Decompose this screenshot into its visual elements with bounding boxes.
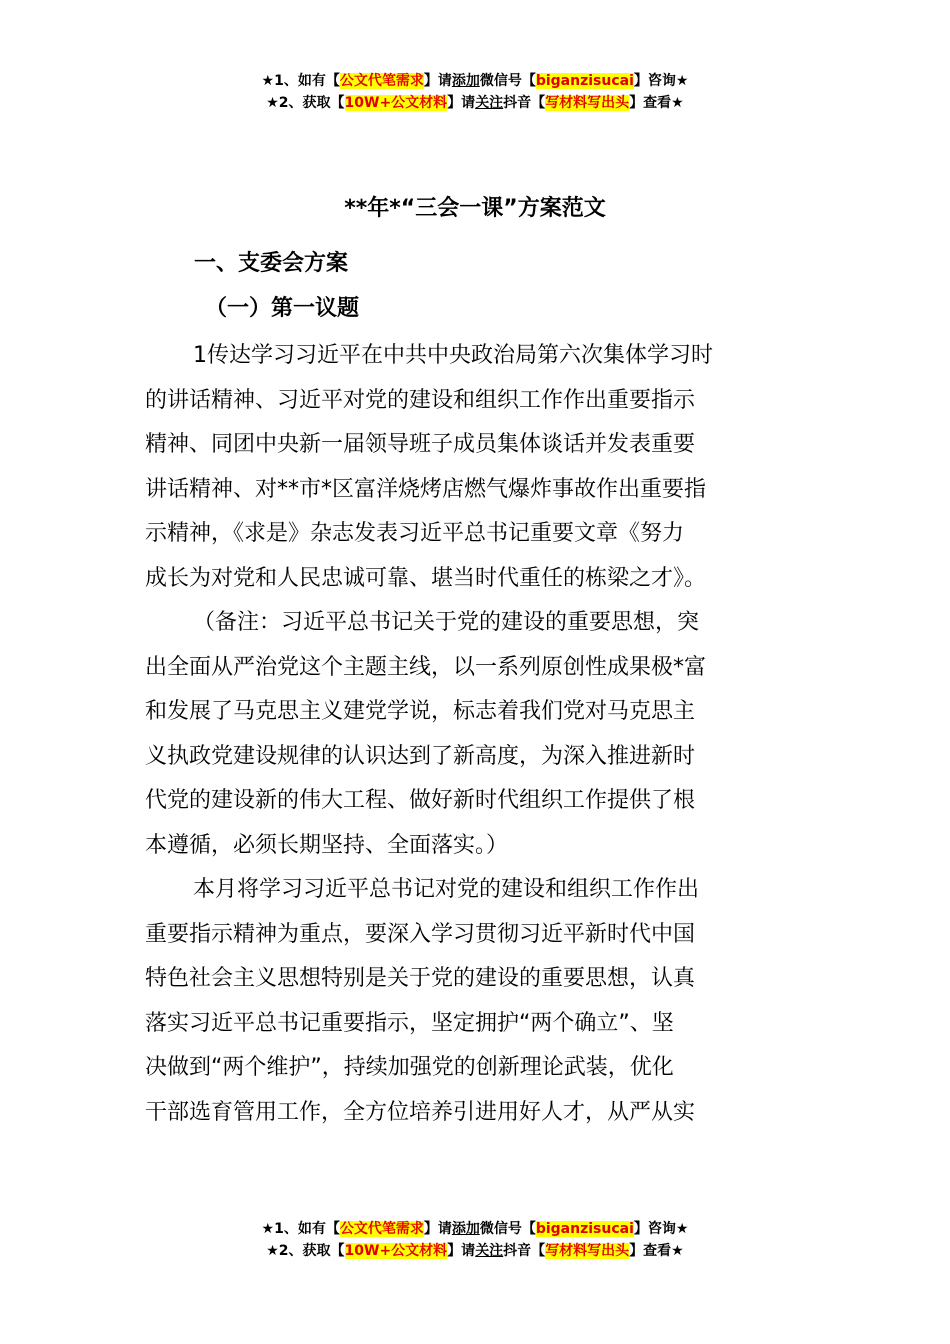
banner-text: ★1、如有【 [261,73,340,89]
footer-banner [0,1218,950,1262]
text-line: 的讲话精神、习近平对党的建设和组织工作作出重要指示 [145,387,696,413]
banner-text: 】请 [423,1221,452,1237]
text-line: 义执政党建设规律的认识达到了新高度，为深入推进新时 [145,743,696,769]
banner-text: 抖音【 [503,95,546,111]
banner-douyin-id: 写材料写出头 [545,95,630,111]
banner-text: 】咨询★ [633,73,689,89]
banner-text: 抖音【 [503,1243,546,1259]
text-line: 精神、同团中央新一届领导班子成员集体谈话并发表重要 [145,432,696,457]
banner-text: ★2、获取【 [266,95,345,111]
text-line: 决做到“两个维护”，持续加强党的创新理论武装，优化 [145,1055,674,1080]
text-line: 重要指示精神为重点，要深入学习贯彻习近平新时代中国 [145,921,696,947]
text-line: 成长为对党和人民忠诚可靠、堪当时代重任的栋梁之才》。 [145,565,707,591]
text-line: （备注：习近平总书记关于党的建设的重要思想，突 [193,610,700,635]
banner-text: ★1、如有【 [261,1221,340,1237]
paragraph-2 [145,601,810,868]
text-line: 讲话精神、对**市*区富洋烧烤店燃气爆炸事故作出重要指 [145,476,707,502]
text-line: 干部选育管用工作，全方位培养引进用好人才，从严从实 [145,1099,696,1125]
banner-wechat-id: biganzisucai [535,1221,634,1237]
banner-text: 微信号【 [479,1221,536,1237]
section-heading: 一、支委会方案 [194,251,349,276]
banner-text: 】咨询★ [633,1221,689,1237]
banner-text: 】请 [423,73,452,89]
banner-underlined: 关注 [475,95,504,111]
paragraph-3 [145,868,810,1135]
banner-highlight: 公文代笔需求 [339,1221,424,1237]
text-line: 代党的建设新的伟大工程、做好新时代组织工作提供了根 [145,788,696,813]
subsection-heading: （一）第一议题 [205,296,360,321]
text-line: 本遵循，必须长期坚持、全面落实。） [145,832,509,858]
text-line: 和发展了马克思主义建党学说，标志着我们党对马克思主 [145,699,696,724]
banner-text: 】查看★ [629,1243,684,1259]
banner-line-2 [0,92,950,114]
text-line: 出全面从严治党这个主题主线，以一系列原创性成果极*富 [145,654,707,680]
banner-underlined: 关注 [475,1243,504,1259]
document-title: **年*“三会一课”方案范文 [344,196,606,221]
banner-douyin-id: 写材料写出头 [545,1243,630,1259]
banner-underlined: 添加 [451,1221,480,1237]
text-line: 示精神，《求是》杂志发表习近平总书记重要文章《努力 [145,521,685,546]
banner-line-1 [0,70,950,92]
banner-highlight: 公文代笔需求 [339,73,424,89]
text-line: 落实习近平总书记重要指示，坚定拥护“两个确立”、坚 [145,1010,674,1036]
text-line: 本月将学习习近平总书记对党的建设和组织工作作出 [193,877,700,902]
banner-underlined: 添加 [451,73,480,89]
banner-line-1 [0,1218,950,1240]
text-line: 1传达学习习近平在中共中央政治局第六次集体学习时 [193,343,713,368]
banner-text: 】查看★ [629,95,684,111]
banner-wechat-id: biganzisucai [535,73,634,89]
banner-text: ★2、获取【 [266,1243,345,1259]
banner-text: 微信号【 [479,73,536,89]
header-banner [0,70,950,114]
paragraph-1 [145,334,810,601]
banner-highlight: 10W+公文材料 [344,1243,448,1259]
text-line: 特色社会主义思想特别是关于党的建设的重要思想，认真 [145,966,696,991]
banner-text: 】请 [447,95,476,111]
banner-highlight: 10W+公文材料 [344,95,448,111]
banner-text: 】请 [447,1243,476,1259]
banner-line-2 [0,1240,950,1262]
